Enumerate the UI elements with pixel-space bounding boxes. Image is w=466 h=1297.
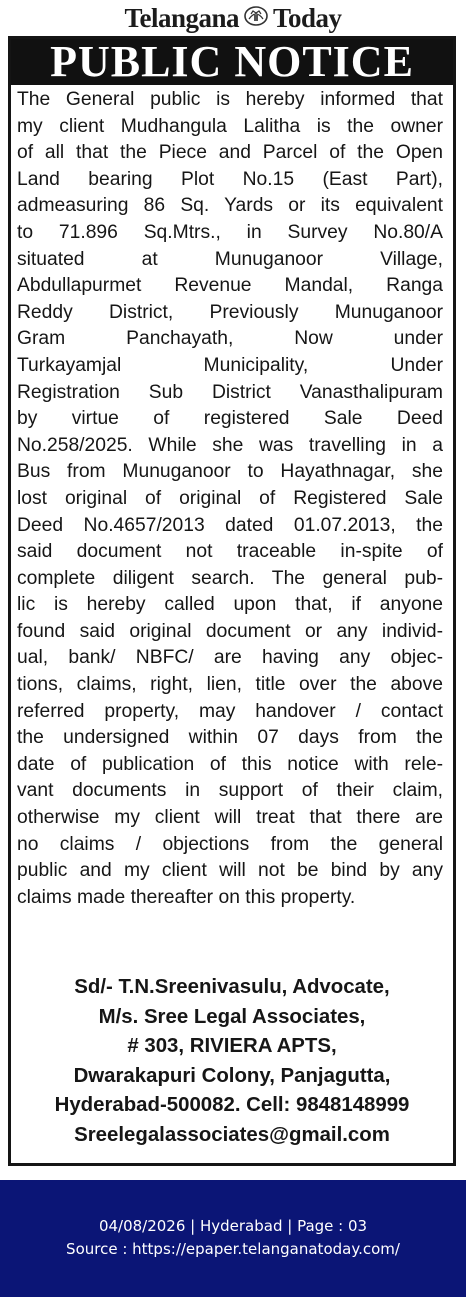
notice-body-line: No.258/2025. While she was travelling in a: [17, 434, 443, 456]
notice-body-line: the undersigned within 07 days from the: [17, 727, 443, 749]
signature-line: # 303, RIVIERA APTS,: [127, 1035, 337, 1057]
notice-body-line: admeasuring 86 Sq. Yards or its equivalent: [17, 195, 443, 217]
notice-heading: PUBLIC NOTICE: [50, 37, 414, 86]
notice-body-line: Gram Panchayath, Now under: [17, 328, 443, 350]
signature-line: Sd/- T.N.Sreenivasulu, Advocate,: [74, 976, 390, 998]
epaper-footer: [0, 1180, 466, 1297]
notice-body-line: tions, claims, right, lien, title over the above: [17, 674, 443, 696]
notice-body-line: claims made thereafter on this property.: [17, 886, 356, 908]
newspaper-emblem-icon: [243, 5, 269, 32]
footer-source-link[interactable]: Source : https://epaper.telanganatoday.com/: [66, 1240, 400, 1258]
footer-date-page: 04/08/2026 | Hyderabad | Page : 03: [98, 1217, 368, 1235]
notice-body-line: date of publication of this notice with rele-: [17, 753, 443, 775]
notice-body-line: Turkayamjal Municipality, Under: [17, 354, 443, 376]
notice-body-line: Reddy District, Previously Munuganoor: [17, 301, 443, 323]
notice-body-line: vant documents in support of their claim,: [17, 780, 443, 802]
notice-body-line: Registration Sub District Vanasthalipuram: [17, 381, 443, 403]
notice-body-line: lost original of original of Registered Sale: [17, 487, 443, 509]
notice-body-line: complete diligent search. The general pub-: [17, 567, 443, 589]
notice-body-line: referred property, may handover / contact: [17, 700, 443, 722]
notice-body-line: ual, bank/ NBFC/ are having any objec-: [17, 647, 443, 669]
notice-box: [8, 36, 456, 1166]
signature-email: Sreelegalassociates@gmail.com: [74, 1123, 390, 1146]
notice-body-line: lic is hereby called upon that, if anyone: [17, 594, 443, 616]
notice-body-line: said document not traceable in-spite of: [17, 541, 443, 563]
masthead: [0, 0, 466, 36]
notice-body-line: my client Mudhangula Lalitha is the owner: [17, 115, 443, 137]
masthead-left-word: Telangana: [124, 2, 239, 33]
masthead-right-word: Today: [273, 2, 342, 33]
signature-block: [11, 973, 453, 1150]
notice-heading-bar: [11, 39, 453, 85]
notice-body-line: situated at Munuganoor Village,: [17, 248, 443, 270]
notice-body-line: to 71.896 Sq.Mtrs., in Survey No.80/A: [17, 221, 443, 243]
signature-line: Dwarakapuri Colony, Panjagutta,: [73, 1064, 391, 1087]
notice-body-line: The General public is hereby informed that: [17, 89, 443, 110]
notice-body-line: Abdullapurmet Revenue Mandal, Ranga: [17, 275, 443, 297]
signature-line: M/s. Sree Legal Associates,: [98, 1005, 366, 1028]
signature-line: Hyderabad-500082. Cell: 9848148999: [54, 1094, 410, 1116]
notice-body-line: otherwise my client will treat that there are: [17, 807, 443, 829]
notice-body-line: public and my client will not be bind by any: [17, 860, 443, 882]
notice-body-line: no claims / objections from the general: [17, 833, 443, 855]
notice-body-line: by virtue of registered Sale Deed: [17, 408, 443, 430]
notice-body-line: of all that the Piece and Parcel of the Open: [17, 142, 443, 164]
notice-body-line: Bus from Munuganoor to Hayathnagar, she: [17, 461, 443, 483]
notice-body-line: Land bearing Plot No.15 (East Part),: [17, 168, 443, 190]
notice-body-line: found said original document or any individ-: [17, 620, 443, 642]
notice-body: [17, 87, 443, 911]
notice-body-line: Deed No.4657/2013 dated 01.07.2013, the: [17, 514, 443, 536]
